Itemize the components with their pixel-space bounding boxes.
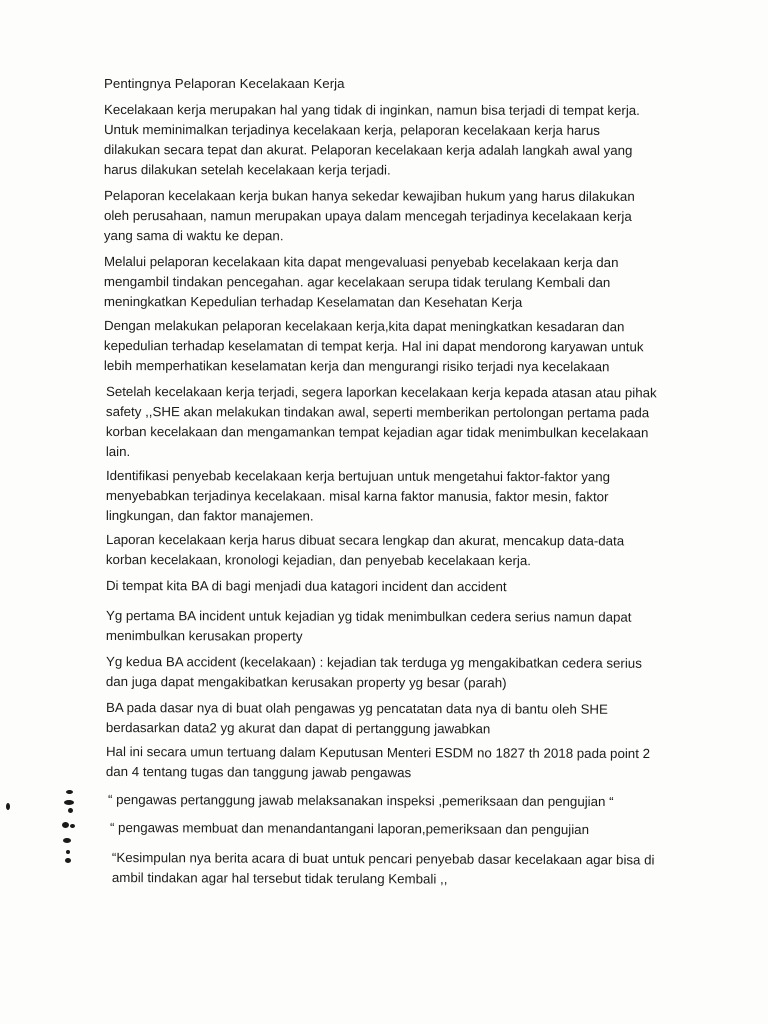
paragraph-line: Di tempat kita BA di bagi menjadi dua katagori incident dan accident — [105, 578, 507, 595]
paragraph-line: Hal ini secara umun tertuang dalam Keputusan Menteri ESDM no 1827 th 2018 pada point 2 — [105, 744, 651, 762]
paragraph-line: kepedulian terhadap keselamatan di tempat kerja. Hal ini dapat mendorong karyawan untuk — [103, 337, 644, 355]
paragraph — [106, 606, 632, 648]
scan-mark — [66, 850, 70, 854]
paragraph-line: Setelah kecelakaan kerja terjadi, segera laporkan kecelakaan kerja kepada atasan atau pihak — [105, 384, 657, 401]
scan-mark — [64, 800, 74, 805]
paragraph-line: yang sama di waktu ke depan. — [103, 227, 284, 244]
paragraph-line: safety ,,SHE akan melakukan tindakan awal, seperti memberikan pertolongan pertama pada — [105, 403, 650, 421]
paragraph-line: “ pengawas membuat dan menandantangani laporan,pemeriksaan dan pengujian — [109, 820, 590, 838]
paragraph-line: lingkungan, dan faktor manajemen. — [105, 507, 314, 524]
document-title: Pentingnya Pelaporan Kecelakaan Kerja — [104, 76, 345, 91]
scan-mark — [66, 790, 73, 794]
paragraph — [106, 652, 642, 694]
scan-mark — [63, 838, 71, 843]
scan-mark — [65, 858, 71, 863]
paragraph — [106, 742, 650, 784]
paragraph-line: Laporan kecelakaan kerja harus dibuat secara lengkap dan akurat, mencakup data-data — [105, 532, 625, 549]
paragraph-line: dan 4 tentang tugas dan tanggung jawab pengawas — [105, 763, 412, 781]
paragraph — [110, 818, 589, 840]
paragraph-line: Yg pertama BA incident untuk kejadian yg tidak menimbulkan cedera serius namun dapat — [105, 608, 632, 625]
paragraph-line: mengambil tindakan pencegahan. agar kecelakaan serupa tidak terulang Kembali dan — [103, 273, 611, 291]
paragraph-line: dilakukan secara tepat dan akurat. Pelaporan kecelakaan kerja adalah langkah awal yang — [103, 141, 633, 158]
scan-mark — [62, 822, 69, 828]
paragraph-line: “ pengawas pertanggung jawab melaksanakan inspeksi ,pemeriksaan dan pengujian “ — [107, 792, 614, 810]
paragraph — [106, 576, 507, 597]
paragraph-line: lain. — [105, 443, 131, 460]
paragraph-line: Yg kedua BA accident (kecelakaan) : kejadian tak terduga yg mengakibatkan cedera serius — [105, 654, 642, 671]
paragraph — [104, 186, 635, 247]
scan-mark — [68, 808, 73, 813]
paragraph-line: Dengan melakukan pelaporan kecelakaan kerja,kita dapat meningkatkan kesadaran dan — [103, 318, 625, 335]
paragraph — [106, 382, 657, 463]
paragraph-line: meningkatkan Kepedulian terhadap Keselamatan dan Kesehatan Kerja — [103, 293, 523, 310]
paragraph-line: ambil tindakan agar hal tersebut tidak terulang Kembali ,, — [111, 869, 448, 887]
paragraph-line: korban kecelakaan dan mengamankan tempat kejadian agar tidak menimbulkan kecelakaan — [105, 423, 649, 441]
paragraph-line: “Kesimpulan nya berita acara di buat untuk pencari penyebab dasar kecelakaan agar bisa di — [111, 850, 655, 868]
paragraph — [104, 316, 644, 377]
paragraph-line: harus dilakukan setelah kecelakaan kerja terjadi. — [103, 161, 391, 178]
paragraph — [106, 530, 624, 571]
paragraph-line: Untuk meminimalkan terjadinya kecelakaan kerja, pelaporan kecelakaan kerja harus — [103, 121, 600, 138]
paragraph-line: Identifikasi penyebab kecelakaan kerja bertujuan untuk mengetahui faktor-faktor yang — [105, 468, 611, 485]
paragraph — [104, 100, 640, 181]
paragraph — [106, 466, 610, 527]
paragraph-line: oleh perusahaan, namun merupakan upaya dalam mencegah terjadinya kecelakaan kerja — [103, 207, 632, 224]
paragraph-line: korban kecelakaan, kronologi kejadian, dan penyebab kecelakaan kerja. — [105, 551, 531, 569]
paragraph — [108, 790, 614, 812]
paragraph-line: Kecelakaan kerja merupakan hal yang tidak di inginkan, namun bisa terjadi di tempat kerja. — [103, 102, 640, 118]
paragraph-line: lebih memperhatikan keselamatan kerja dan mengurangi risiko terjadi nya kecelakaan — [103, 357, 610, 375]
paragraph — [104, 252, 619, 313]
paragraph-line: berdasarkan data2 yg akurat dan dapat di pertanggung jawabkan — [105, 719, 491, 737]
scan-mark — [70, 824, 75, 828]
paragraph-line: Melalui pelaporan kecelakaan kita dapat mengevaluasi penyebab kecelakaan kerja dan — [103, 254, 619, 271]
paragraph-line: dan juga dapat mengakibatkan kerusakan property yg besar (parah) — [105, 673, 507, 691]
paragraph-line: menimbulkan kerusakan property — [105, 627, 303, 644]
paragraph-line: menyebabkan terjadinya kecelakaan. misal karna faktor manusia, faktor mesin, faktor — [105, 487, 609, 505]
paragraph-line: Pelaporan kecelakaan kerja bukan hanya sekedar kewajiban hukum yang harus dilakukan — [103, 188, 635, 204]
paragraph-line: BA pada dasar nya di buat olah pengawas yg pencatatan data nya di bantu oleh SHE — [105, 700, 608, 717]
paragraph — [106, 698, 608, 740]
scan-mark — [6, 803, 10, 810]
paragraph — [112, 848, 655, 890]
